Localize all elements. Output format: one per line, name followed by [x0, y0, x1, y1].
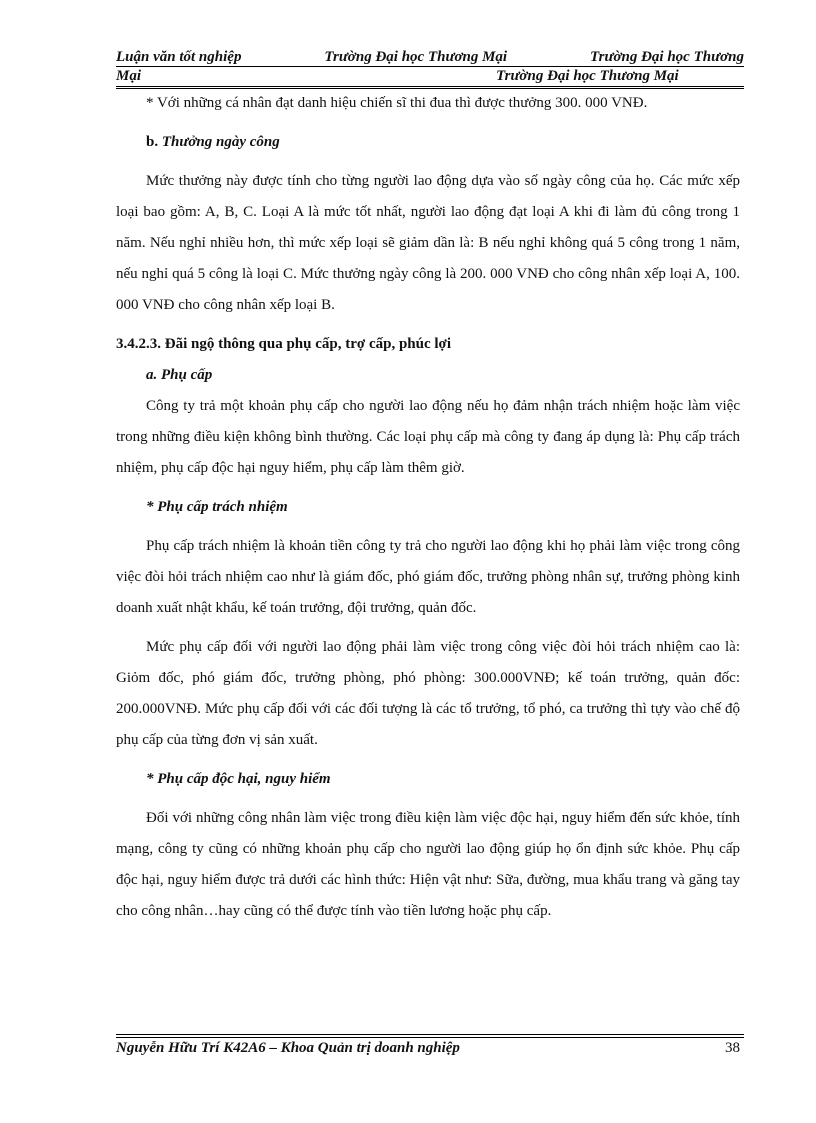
header-line-2 [116, 67, 744, 86]
header-center-text: Trường Đại học Thương Mại [324, 49, 508, 65]
section-heading: 3.4.2.3. Đãi ngộ thông qua phụ cấp, trợ cấp, phúc lợi [116, 336, 452, 352]
page-footer [116, 1038, 744, 1058]
header-line2-right: Trường Đại học Thương Mại [496, 68, 679, 84]
heading-a: a. Phụ cấp [146, 367, 213, 383]
paragraph-emulation-award: * Với những cá nhân đạt danh hiệu chiến sĩ thi đua thì được thưởng 300. 000 VNĐ. [146, 95, 648, 111]
header-right-text: Trường Đại học Thương [590, 49, 744, 65]
paragraph-hazard: Đối với những công nhân làm việc trong điều kiện làm việc độc hại, nguy hiểm đến sức khỏe, tính mạng, công ty cũng có những khoản phụ cấp cho người lao động giúp họ ổn định sức khỏe. Phụ cấp độc hại, nguy hiểm được trả dưới các hình thức: Hiện vật như: Sữa, đường, mua khẩu trang và găng tay cho công nhân…hay cũng có thể được tính vào tiền lương hoặc phụ cấp. [116, 810, 740, 919]
heading-b-title: Thưởng ngày công [161, 134, 280, 150]
paragraph-responsibility-rates: Mức phụ cấp đối với người lao động phải làm việc trong công việc đòi hỏi trách nhiệm cao là: Giỏm đốc, phó giám đốc, trưởng phòng, phó phòng: 300.000VNĐ; kế toán trưởng, quản đốc: 200.000VNĐ. Mức phụ cấp đối với các đối tượng là các tổ trưởng, tổ phó, ca trưởng thì tựy vào chế độ phụ cấp của từng đơn vị sản xuất. [116, 639, 740, 748]
heading-hazard-allowance: * Phụ cấp độc hại, nguy hiểm [146, 771, 331, 787]
header-line2-left: Mại [116, 68, 142, 84]
paragraph-allowance: Công ty trả một khoản phụ cấp cho người lao động nếu họ đảm nhận trách nhiệm hoặc làm việc trong những điều kiện không bình thường. Các loại phụ cấp mà công ty đang áp dụng là: Phụ cấp trách nhiệm, phụ cấp độc hại nguy hiểm, phụ cấp làm thêm giờ. [116, 398, 740, 476]
paragraph-responsibility-def: Phụ cấp trách nhiệm là khoản tiền công ty trả cho người lao động khi họ phải làm việc trong công việc đòi hỏi trách nhiệm cao như là giám đốc, phó giám đốc, trưởng phòng nhân sự, trưởng phòng kinh doanh xuất nhật khẩu, kế toán trưởng, đội trưởng, quản đốc. [116, 538, 740, 616]
header-rule [116, 66, 744, 67]
page-header [116, 48, 744, 86]
heading-b [116, 127, 740, 158]
header-line-1 [116, 48, 744, 67]
paragraph-workday-bonus: Mức thưởng này được tính cho từng người lao động dựa vào số ngày công của họ. Các mức xếp loại bao gồm: A, B, C. Loại A là mức tốt nhất, người lao động đạt loại A khi đi làm đủ công trong 1 năm. Nếu nghỉ nhiều hơn, thì mức xếp loại sẽ giảm dần là: B nếu nghỉ không quá 5 công trong 1 năm, nếu nghỉ quá 5 công là loại C. Mức thưởng ngày công là 200. 000 VNĐ cho công nhân xếp loại A, 100. 000 VNĐ cho công nhân xếp loại B. [116, 173, 740, 313]
heading-responsibility-allowance: * Phụ cấp trách nhiệm [146, 499, 288, 515]
page-body [116, 88, 740, 927]
heading-b-letter: b. [146, 134, 159, 150]
footer-author: Nguyễn Hữu Trí K42A6 – Khoa Quản trị doanh nghiệp [116, 1040, 460, 1056]
page-number: 38 [725, 1040, 740, 1056]
header-left-text: Luận văn tốt nghiệp [116, 49, 242, 65]
